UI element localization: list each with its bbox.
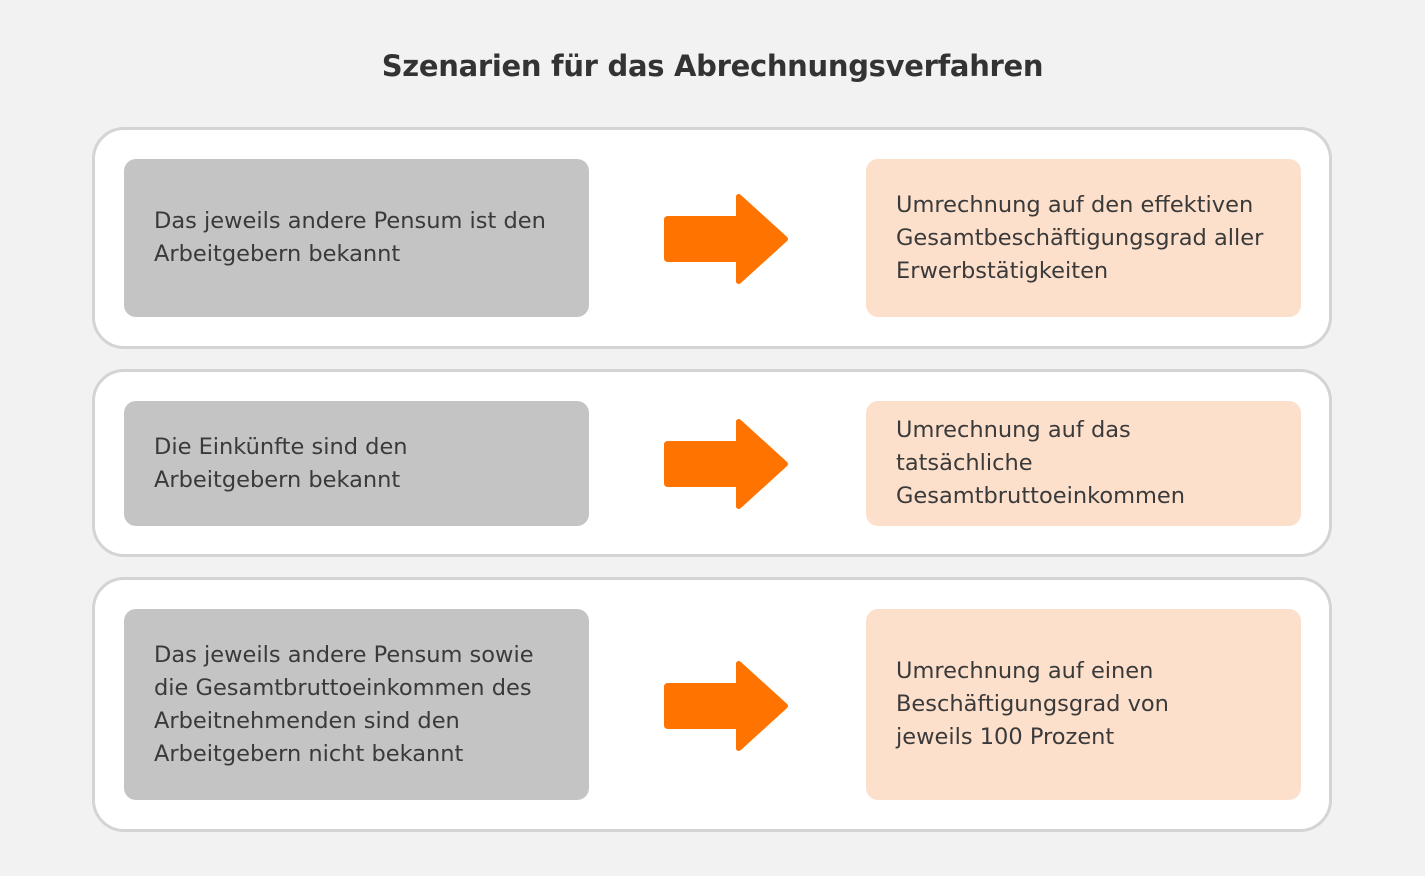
condition-box-2 [124,401,589,526]
result-box-3 [866,609,1301,800]
result-text-2: Umrechnung auf das tatsächliche Gesamtbruttoeinkommen [896,417,1186,509]
diagram-title: Szenarien für das Abrechnungsverfahren [381,49,1044,83]
scenario-row-3 [92,577,1332,832]
condition-text-1: Das jeweils andere Pensum ist den Arbeitgebern bekannt [154,208,546,267]
condition-box-3 [124,609,589,800]
condition-box-1 [124,159,589,317]
result-box-1 [866,159,1301,317]
condition-text-2: Die Einkünfte sind den Arbeitgebern bekannt [154,433,408,493]
condition-text-3: Das jeweils andere Pensum sowie die Gesamtbruttoeinkommen des Arbeitnehmenden sind den Arbeitgebern nicht bekannt [154,641,534,767]
right-arrow-icon [664,417,792,511]
result-text-3: Umrechnung auf einen Beschäftigungsgrad von jeweils 100 Prozent [896,658,1169,750]
scenario-row-1 [92,127,1332,349]
right-arrow-icon [664,659,792,753]
right-arrow-icon [664,192,792,286]
scenario-row-2 [92,369,1332,557]
result-text-1: Umrechnung auf den effektiven Gesamtbeschäftigungsgrad aller Erwerbstätigkeiten [896,191,1264,284]
result-box-2 [866,401,1301,526]
